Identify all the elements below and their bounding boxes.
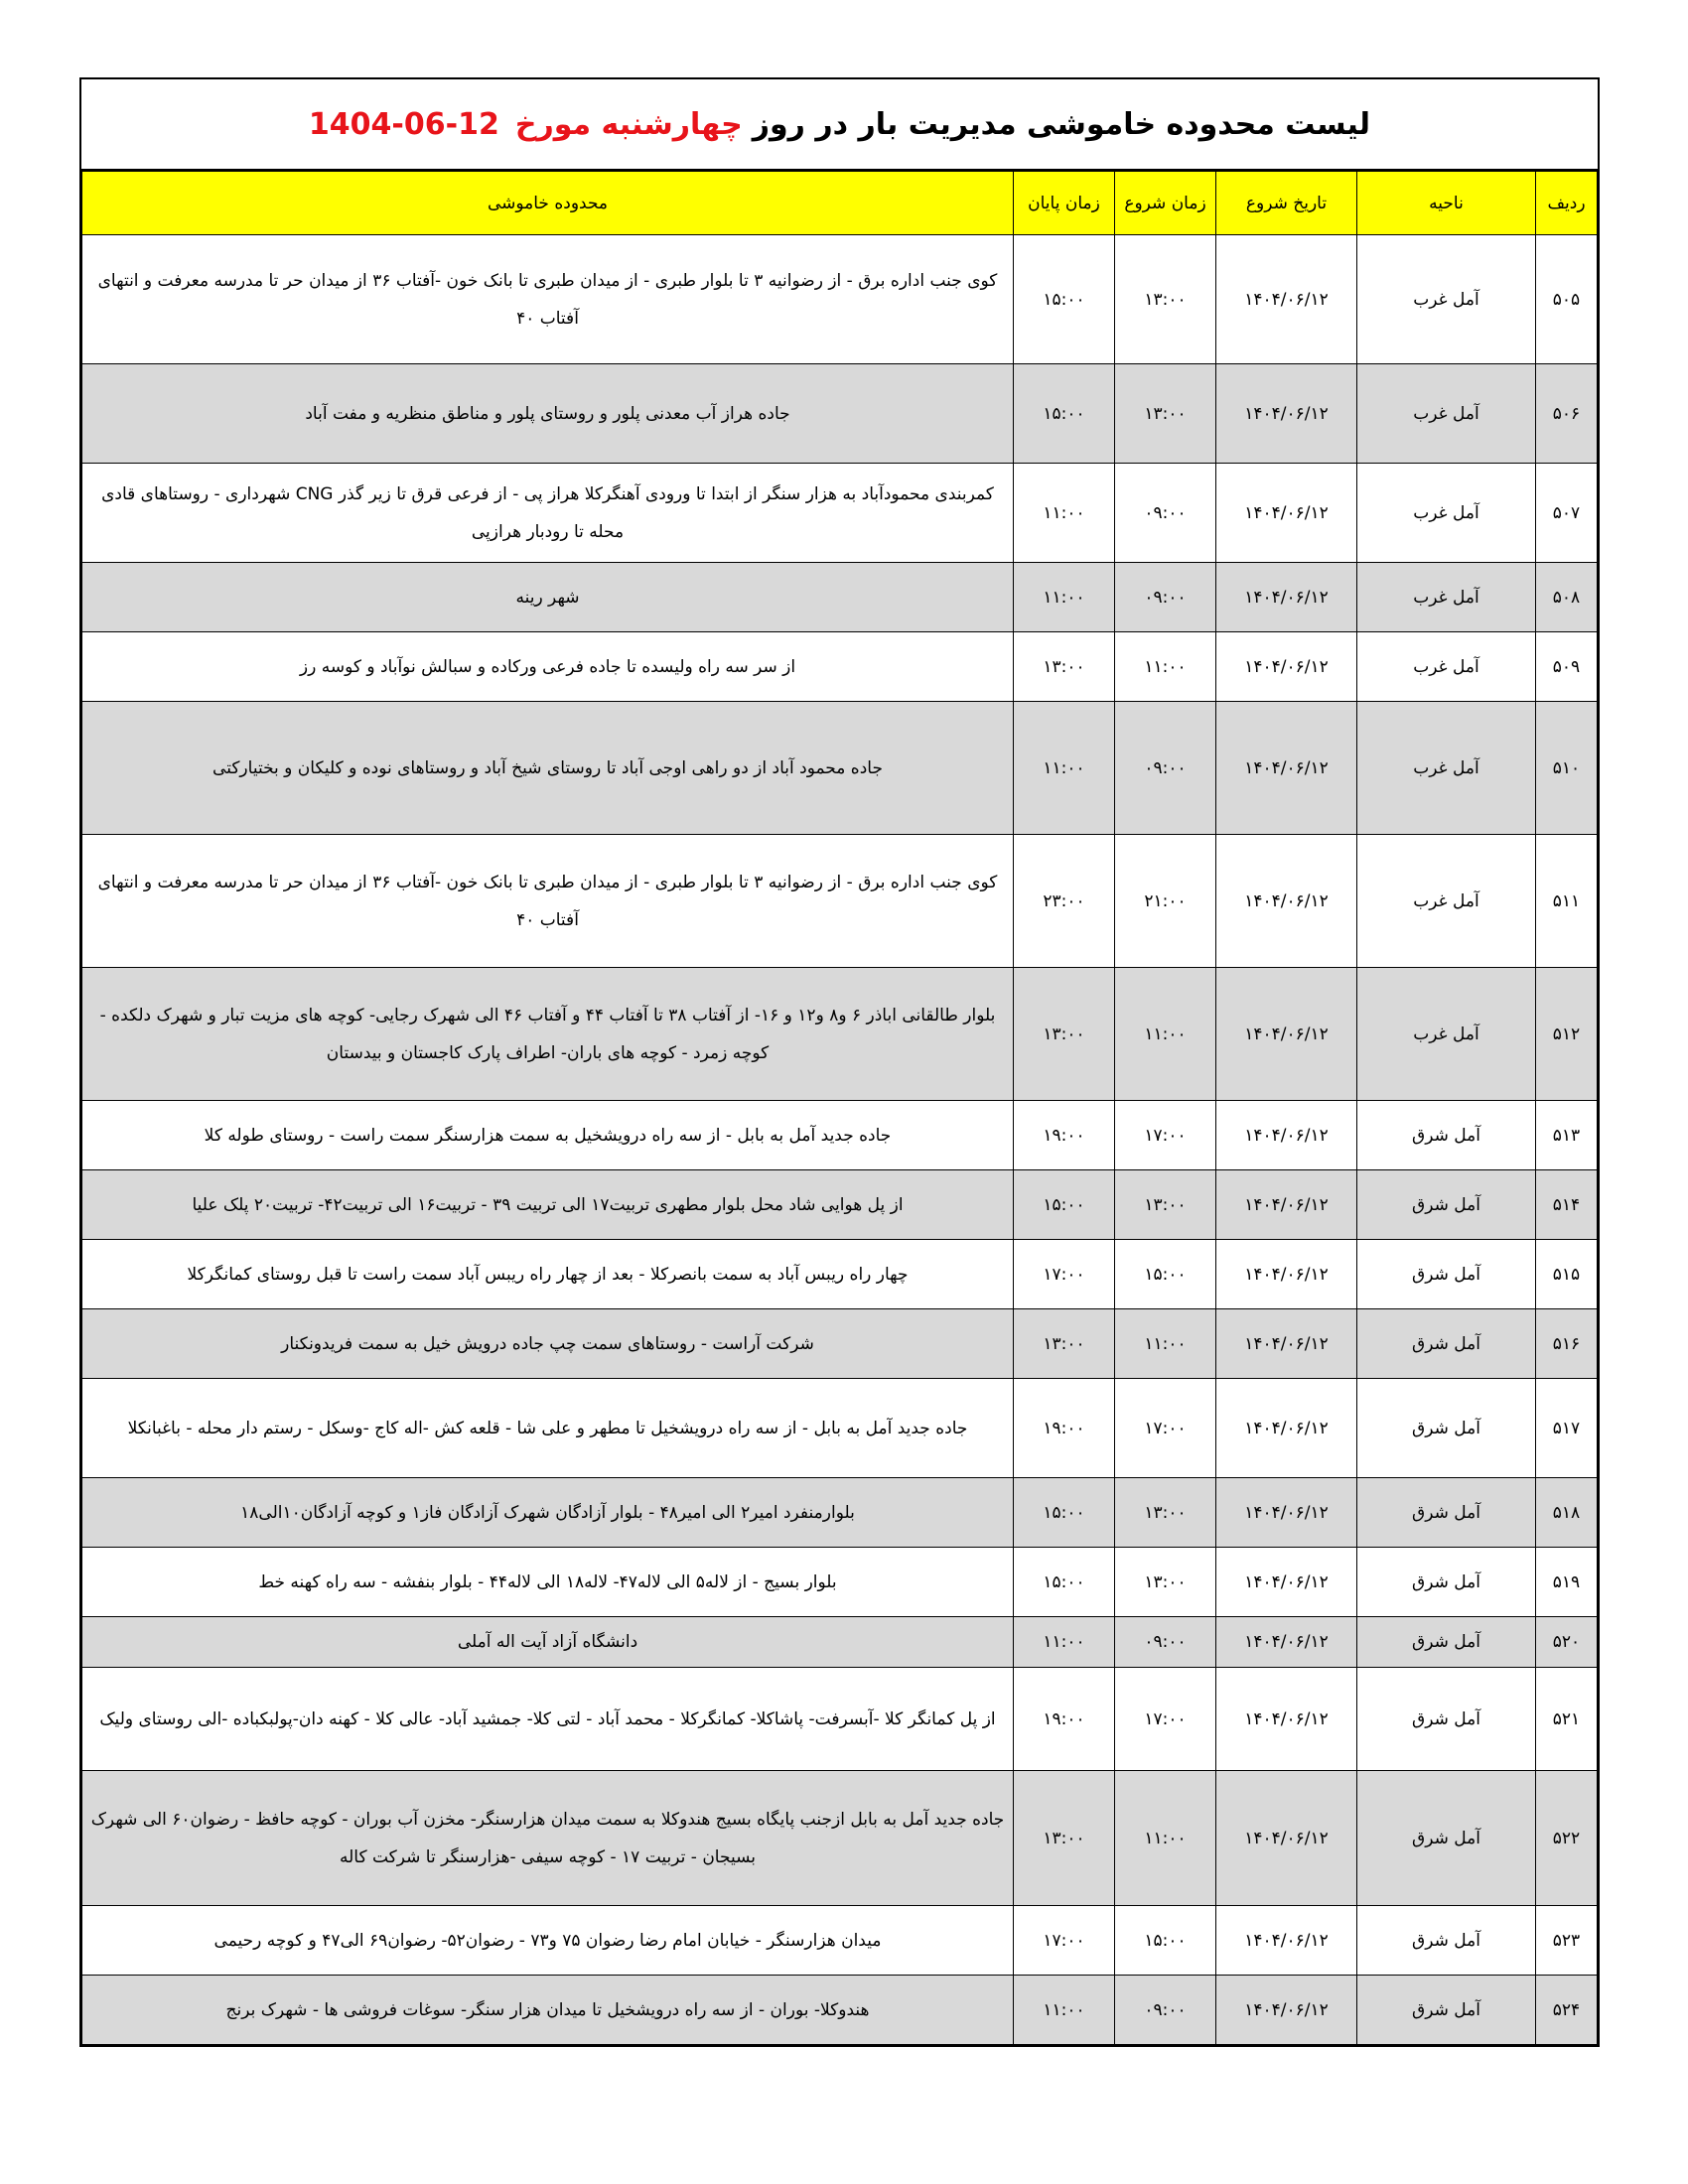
cell-region: آمل غرب [1357,702,1536,835]
table-row [82,364,1598,464]
cell-region: آمل غرب [1357,464,1536,563]
cell-area: جاده جدید آمل به بابل - از سه راه درویشخیل به سمت هزارسنگر سمت راست - روستای طوله کلا [82,1101,1014,1170]
cell-row-number: ۵۲۰ [1536,1617,1598,1668]
table-row [82,632,1598,702]
cell-region: آمل غرب [1357,364,1536,464]
cell-start-time: ۲۱:۰۰ [1115,835,1216,968]
cell-area: کوی جنب اداره برق - از رضوانیه ۳ تا بلوار طبری - از میدان طبری تا بانک خون -آفتاب ۳۶ از میدان حر تا مدرسه معرفت و انتهای آفتاب ۴۰ [82,835,1014,968]
title-date: 1404-06-12 [308,106,499,142]
cell-start-date: ۱۴۰۴/۰۶/۱۲ [1216,1170,1357,1240]
header-row-number: ردیف [1536,172,1598,235]
cell-start-time: ۱۳:۰۰ [1115,364,1216,464]
cell-end-time: ۱۵:۰۰ [1014,1170,1115,1240]
cell-start-time: ۰۹:۰۰ [1115,1617,1216,1668]
header-area: محدوده خاموشی [82,172,1014,235]
cell-start-time: ۱۷:۰۰ [1115,1101,1216,1170]
cell-end-time: ۱۱:۰۰ [1014,1976,1115,2045]
title-day: چهارشنبه مورخ [514,106,743,142]
cell-start-time: ۰۹:۰۰ [1115,1976,1216,2045]
blackout-sheet [79,77,1600,2047]
cell-start-time: ۱۳:۰۰ [1115,1548,1216,1617]
cell-start-time: ۰۹:۰۰ [1115,563,1216,632]
cell-region: آمل شرق [1357,1617,1536,1668]
cell-start-date: ۱۴۰۴/۰۶/۱۲ [1216,464,1357,563]
cell-region: آمل شرق [1357,1548,1536,1617]
cell-start-time: ۱۵:۰۰ [1115,1240,1216,1309]
cell-region: آمل غرب [1357,563,1536,632]
cell-end-time: ۱۳:۰۰ [1014,968,1115,1101]
cell-area: جاده جدید آمل به بابل - از سه راه درویشخیل تا مطهر و علی شا - قلعه کش -اله کاج -وسکل - رستم دار محله - باغبانکلا [82,1379,1014,1478]
cell-end-time: ۱۹:۰۰ [1014,1101,1115,1170]
cell-start-time: ۱۳:۰۰ [1115,1170,1216,1240]
table-row [82,464,1598,563]
table-row [82,1617,1598,1668]
table-body [82,235,1598,2045]
cell-row-number: ۵۲۱ [1536,1668,1598,1771]
cell-row-number: ۵۰۹ [1536,632,1598,702]
cell-area: بلوار طالقانی اباذر ۶ و۸ و۱۲ و ۱۶- از آفتاب ۳۸ تا آفتاب ۴۴ و آفتاب ۴۶ الی شهرک رجایی- کوچه های مزیت تبار و شهرک دلکده - کوچه زمرد - کوچه های باران- اطراف پارک کاجستان و بیدستان [82,968,1014,1101]
table-row [82,1548,1598,1617]
cell-start-date: ۱۴۰۴/۰۶/۱۲ [1216,563,1357,632]
cell-start-time: ۱۱:۰۰ [1115,968,1216,1101]
cell-end-time: ۱۵:۰۰ [1014,1478,1115,1548]
table-row [82,1478,1598,1548]
cell-start-time: ۰۹:۰۰ [1115,464,1216,563]
cell-region: آمل غرب [1357,835,1536,968]
cell-end-time: ۱۳:۰۰ [1014,1309,1115,1379]
table-row [82,702,1598,835]
cell-row-number: ۵۰۵ [1536,235,1598,364]
cell-region: آمل شرق [1357,1101,1536,1170]
cell-end-time: ۱۳:۰۰ [1014,1771,1115,1906]
blackout-table [81,171,1598,2045]
cell-start-date: ۱۴۰۴/۰۶/۱۲ [1216,1548,1357,1617]
cell-region: آمل شرق [1357,1379,1536,1478]
cell-start-date: ۱۴۰۴/۰۶/۱۲ [1216,1101,1357,1170]
cell-region: آمل شرق [1357,1240,1536,1309]
cell-start-time: ۱۳:۰۰ [1115,235,1216,364]
cell-area: جاده هراز آب معدنی پلور و روستای پلور و مناطق منظریه و مفت آباد [82,364,1014,464]
cell-row-number: ۵۲۴ [1536,1976,1598,2045]
cell-region: آمل غرب [1357,235,1536,364]
cell-area: بلوارمنفرد امیر۲ الی امیر۴۸ - بلوار آزادگان شهرک آزادگان فاز۱ و کوچه آزادگان۱۰الی۱۸ [82,1478,1014,1548]
cell-region: آمل شرق [1357,1170,1536,1240]
cell-start-date: ۱۴۰۴/۰۶/۱۲ [1216,1379,1357,1478]
cell-start-date: ۱۴۰۴/۰۶/۱۲ [1216,1906,1357,1976]
cell-row-number: ۵۱۴ [1536,1170,1598,1240]
cell-start-time: ۱۱:۰۰ [1115,1309,1216,1379]
cell-area: بلوار بسیج - از لاله۵ الی لاله۴۷- لاله۱۸ الی لاله۴۴ - بلوار بنفشه - سه راه کهنه خط [82,1548,1014,1617]
table-row [82,1170,1598,1240]
cell-area: جاده محمود آباد از دو راهی اوجی آباد تا روستای شیخ آباد و روستاهای نوده و کلیکان و بختیارکتی [82,702,1014,835]
cell-start-time: ۱۷:۰۰ [1115,1379,1216,1478]
cell-region: آمل شرق [1357,1771,1536,1906]
cell-region: آمل شرق [1357,1309,1536,1379]
table-row [82,235,1598,364]
table-row [82,1976,1598,2045]
cell-start-date: ۱۴۰۴/۰۶/۱۲ [1216,1771,1357,1906]
cell-region: آمل شرق [1357,1668,1536,1771]
table-row [82,1309,1598,1379]
cell-area: از پل هوایی شاد محل بلوار مطهری تربیت۱۷ الی تربیت ۳۹ - تربیت۱۶ الی تربیت۴۲- تربیت۲۰ پلک علیا [82,1170,1014,1240]
cell-end-time: ۱۳:۰۰ [1014,632,1115,702]
cell-start-time: ۰۹:۰۰ [1115,702,1216,835]
cell-start-time: ۱۵:۰۰ [1115,1906,1216,1976]
cell-row-number: ۵۰۷ [1536,464,1598,563]
header-start-time: زمان شروع [1115,172,1216,235]
cell-end-time: ۱۵:۰۰ [1014,1548,1115,1617]
cell-start-time: ۱۳:۰۰ [1115,1478,1216,1548]
table-row [82,563,1598,632]
cell-start-date: ۱۴۰۴/۰۶/۱۲ [1216,1478,1357,1548]
cell-region: آمل غرب [1357,968,1536,1101]
cell-end-time: ۱۷:۰۰ [1014,1240,1115,1309]
header-region: ناحیه [1357,172,1536,235]
cell-start-date: ۱۴۰۴/۰۶/۱۲ [1216,1668,1357,1771]
cell-area: از پل کمانگر کلا -آبسرفت- پاشاکلا- کمانگرکلا - محمد آباد - لتی کلا- جمشید آباد- عالی کلا - کهنه دان-پولبکباده -الی روستای ولیک [82,1668,1014,1771]
cell-row-number: ۵۰۸ [1536,563,1598,632]
cell-area: هندوکلا- بوران - از سه راه درویشخیل تا میدان هزار سنگر- سوغات فروشی ها - شهرک برنج [82,1976,1014,2045]
cell-end-time: ۱۱:۰۰ [1014,563,1115,632]
cell-start-time: ۱۱:۰۰ [1115,632,1216,702]
cell-row-number: ۵۱۳ [1536,1101,1598,1170]
table-row [82,1240,1598,1309]
cell-start-date: ۱۴۰۴/۰۶/۱۲ [1216,835,1357,968]
header-end-time: زمان پایان [1014,172,1115,235]
cell-end-time: ۱۹:۰۰ [1014,1379,1115,1478]
cell-start-time: ۱۱:۰۰ [1115,1771,1216,1906]
table-row [82,1379,1598,1478]
cell-region: آمل شرق [1357,1906,1536,1976]
cell-end-time: ۱۱:۰۰ [1014,702,1115,835]
cell-start-date: ۱۴۰۴/۰۶/۱۲ [1216,235,1357,364]
cell-end-time: ۱۱:۰۰ [1014,464,1115,563]
cell-row-number: ۵۲۳ [1536,1906,1598,1976]
cell-area: چهار راه ریبس آباد به سمت بانصرکلا - بعد از چهار راه ریبس آباد سمت راست تا قبل روستای کمانگرکلا [82,1240,1014,1309]
header-start-date: تاریخ شروع [1216,172,1357,235]
cell-area: از سر سه راه ولیسده تا جاده فرعی ورکاده و سبالش نوآباد و کوسه رز [82,632,1014,702]
page-title [81,79,1598,171]
cell-area: میدان هزارسنگر - خیابان امام رضا رضوان ۷۵ و۷۳ - رضوان۵۲- رضوان۶۹ الی۴۷ و کوچه رحیمی [82,1906,1014,1976]
table-row [82,1668,1598,1771]
cell-start-date: ۱۴۰۴/۰۶/۱۲ [1216,1617,1357,1668]
cell-row-number: ۵۱۹ [1536,1548,1598,1617]
cell-end-time: ۱۹:۰۰ [1014,1668,1115,1771]
cell-start-date: ۱۴۰۴/۰۶/۱۲ [1216,1309,1357,1379]
cell-end-time: ۲۳:۰۰ [1014,835,1115,968]
cell-row-number: ۵۱۱ [1536,835,1598,968]
cell-area: دانشگاه آزاد آیت اله آملی [82,1617,1014,1668]
cell-row-number: ۵۱۵ [1536,1240,1598,1309]
cell-row-number: ۵۱۷ [1536,1379,1598,1478]
cell-start-date: ۱۴۰۴/۰۶/۱۲ [1216,1976,1357,2045]
cell-row-number: ۵۱۰ [1536,702,1598,835]
title-main: لیست محدوده خاموشی مدیریت بار در روز [752,106,1371,142]
cell-row-number: ۵۱۸ [1536,1478,1598,1548]
cell-area: جاده جدید آمل به بابل ازجنب پایگاه بسیج هندوکلا به سمت میدان هزارسنگر- مخزن آب بوران - کوچه حافظ - رضوان۶۰ الی شهرک بسیجان - تربیت ۱۷ - کوچه سیفی -هزارسنگر تا شرکت کاله [82,1771,1014,1906]
cell-row-number: ۵۱۶ [1536,1309,1598,1379]
cell-row-number: ۵۱۲ [1536,968,1598,1101]
table-row [82,1101,1598,1170]
table-header-row [82,172,1598,235]
table-row [82,1906,1598,1976]
cell-region: آمل شرق [1357,1478,1536,1548]
cell-start-date: ۱۴۰۴/۰۶/۱۲ [1216,968,1357,1101]
cell-start-date: ۱۴۰۴/۰۶/۱۲ [1216,702,1357,835]
cell-end-time: ۱۱:۰۰ [1014,1617,1115,1668]
table-row [82,835,1598,968]
cell-region: آمل غرب [1357,632,1536,702]
cell-region: آمل شرق [1357,1976,1536,2045]
cell-area: شهر رینه [82,563,1014,632]
cell-row-number: ۵۲۲ [1536,1771,1598,1906]
cell-end-time: ۱۷:۰۰ [1014,1906,1115,1976]
cell-area: شرکت آراست - روستاهای سمت چپ جاده درویش خیل به سمت فریدونکنار [82,1309,1014,1379]
cell-end-time: ۱۵:۰۰ [1014,364,1115,464]
cell-row-number: ۵۰۶ [1536,364,1598,464]
table-row [82,968,1598,1101]
table-row [82,1771,1598,1906]
cell-area: کوی جنب اداره برق - از رضوانیه ۳ تا بلوار طبری - از میدان طبری تا بانک خون -آفتاب ۳۶ از میدان حر تا مدرسه معرفت و انتهای آفتاب ۴۰ [82,235,1014,364]
cell-start-date: ۱۴۰۴/۰۶/۱۲ [1216,1240,1357,1309]
cell-end-time: ۱۵:۰۰ [1014,235,1115,364]
cell-start-time: ۱۷:۰۰ [1115,1668,1216,1771]
cell-area: کمربندی محمودآباد به هزار سنگر از ابتدا تا ورودی آهنگرکلا هراز پی - از فرعی قرق تا زیر گذر CNG شهرداری - روستاهای قادی محله تا رودبار هرازپی [82,464,1014,563]
cell-start-date: ۱۴۰۴/۰۶/۱۲ [1216,364,1357,464]
cell-start-date: ۱۴۰۴/۰۶/۱۲ [1216,632,1357,702]
